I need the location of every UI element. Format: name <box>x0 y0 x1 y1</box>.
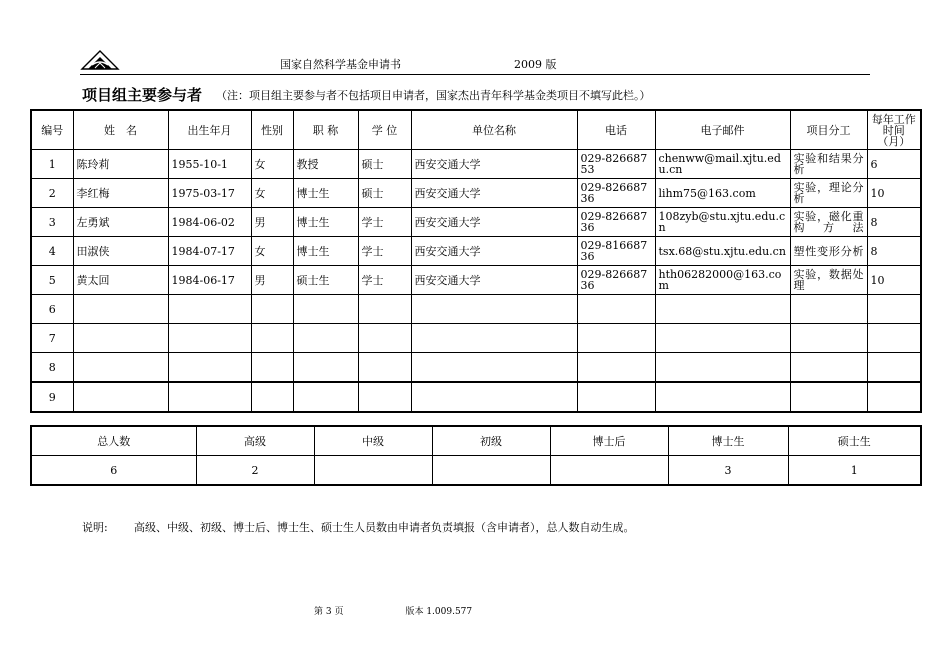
cell-name: 黄太回 <box>73 266 168 295</box>
cell-no: 3 <box>31 208 73 237</box>
cell-degree: 学士 <box>358 237 411 266</box>
cell-title: 博士生 <box>293 179 358 208</box>
column-header: 每年工作时间（月） <box>867 110 921 150</box>
cell-no: 4 <box>31 237 73 266</box>
cell-phone: 029-81668736 <box>577 237 655 266</box>
cell-months <box>867 324 921 353</box>
column-header: 学 位 <box>358 110 411 150</box>
cell-phone: 029-82668736 <box>577 179 655 208</box>
cell-phone <box>577 382 655 412</box>
summary-header: 硕士生 <box>788 426 921 456</box>
summary-header: 博士后 <box>550 426 668 456</box>
header-year: 2009 版 <box>514 58 557 71</box>
column-header: 电子邮件 <box>655 110 790 150</box>
cell-gender <box>251 324 293 353</box>
page-number: 第 3 页 <box>314 607 344 617</box>
table-row <box>31 237 921 266</box>
cell-no: 7 <box>31 324 73 353</box>
table-row <box>31 179 921 208</box>
cell-email: hth06282000@163.com <box>655 266 790 295</box>
table-row <box>31 353 921 383</box>
summary-header: 博士生 <box>668 426 788 456</box>
cell-email <box>655 382 790 412</box>
cell-no: 2 <box>31 179 73 208</box>
column-header: 性别 <box>251 110 293 150</box>
cell-gender <box>251 295 293 324</box>
cell-role: 实验和结果分析 <box>790 150 867 179</box>
cell-phone: 029-82668736 <box>577 208 655 237</box>
cell-degree <box>358 295 411 324</box>
column-header: 职 称 <box>293 110 358 150</box>
cell-unit: 西安交通大学 <box>411 266 577 295</box>
cell-months <box>867 382 921 412</box>
table-row <box>31 208 921 237</box>
cell-birth: 1955-10-1 <box>168 150 251 179</box>
column-header: 姓 名 <box>73 110 168 150</box>
cell-gender <box>251 353 293 383</box>
summary-value <box>432 456 550 486</box>
cell-title: 硕士生 <box>293 266 358 295</box>
summary-header: 初级 <box>432 426 550 456</box>
cell-title <box>293 295 358 324</box>
cell-role <box>790 353 867 383</box>
cell-email <box>655 295 790 324</box>
summary-header: 中级 <box>314 426 432 456</box>
column-header: 出生年月 <box>168 110 251 150</box>
cell-email: lihm75@163.com <box>655 179 790 208</box>
table-row <box>31 150 921 179</box>
cell-birth: 1984-06-02 <box>168 208 251 237</box>
cell-name: 李红梅 <box>73 179 168 208</box>
cell-name <box>73 295 168 324</box>
cell-gender: 女 <box>251 179 293 208</box>
cell-unit: 西安交通大学 <box>411 179 577 208</box>
table-row <box>31 382 921 412</box>
summary-value-row <box>31 456 921 486</box>
cell-email: 108zyb@stu.xjtu.edu.cn <box>655 208 790 237</box>
summary-value <box>314 456 432 486</box>
participants-table <box>30 109 922 413</box>
cell-name: 左勇斌 <box>73 208 168 237</box>
cell-name: 田淑侠 <box>73 237 168 266</box>
column-header: 项目分工 <box>790 110 867 150</box>
summary-value: 1 <box>788 456 921 486</box>
cell-birth <box>168 382 251 412</box>
cell-birth <box>168 324 251 353</box>
cell-months: 6 <box>867 150 921 179</box>
table-header-row <box>31 110 921 150</box>
cell-degree: 学士 <box>358 208 411 237</box>
table-row <box>31 295 921 324</box>
summary-value: 6 <box>31 456 196 486</box>
cell-phone <box>577 295 655 324</box>
cell-degree <box>358 353 411 383</box>
cell-unit: 西安交通大学 <box>411 208 577 237</box>
cell-title: 教授 <box>293 150 358 179</box>
cell-degree <box>358 382 411 412</box>
cell-name <box>73 382 168 412</box>
summary-value: 3 <box>668 456 788 486</box>
cell-title <box>293 382 358 412</box>
cell-degree <box>358 324 411 353</box>
cell-birth <box>168 295 251 324</box>
column-header: 电话 <box>577 110 655 150</box>
cell-birth: 1984-07-17 <box>168 237 251 266</box>
cell-role: 实验，理论分析 <box>790 179 867 208</box>
page-header <box>80 48 870 75</box>
cell-role: 实验，数据处理 <box>790 266 867 295</box>
cell-gender <box>251 382 293 412</box>
cell-phone: 029-82668753 <box>577 150 655 179</box>
summary-header-row <box>31 426 921 456</box>
cell-title <box>293 353 358 383</box>
cell-months: 10 <box>867 266 921 295</box>
cell-gender: 女 <box>251 150 293 179</box>
cell-role <box>790 382 867 412</box>
cell-unit <box>411 324 577 353</box>
cell-degree: 硕士 <box>358 179 411 208</box>
cell-unit <box>411 295 577 324</box>
summary-header: 高级 <box>196 426 314 456</box>
header-title: 国家自然科学基金申请书 <box>280 58 401 71</box>
cell-birth: 1975-03-17 <box>168 179 251 208</box>
table-row <box>31 324 921 353</box>
section-title: 项目组主要参与者 <box>82 86 203 104</box>
cell-degree: 学士 <box>358 266 411 295</box>
cell-name: 陈玲莉 <box>73 150 168 179</box>
cell-birth <box>168 353 251 383</box>
cell-role: 塑性变形分析 <box>790 237 867 266</box>
summary-header: 总人数 <box>31 426 196 456</box>
cell-title <box>293 324 358 353</box>
cell-months: 8 <box>867 237 921 266</box>
version-label: 版本 1.009.577 <box>405 607 473 617</box>
summary-table <box>30 425 922 486</box>
cell-role <box>790 295 867 324</box>
note-label: 说明: <box>82 521 108 534</box>
cell-unit <box>411 382 577 412</box>
cell-months <box>867 353 921 383</box>
section-note: （注：项目组主要参与者不包括项目申请者，国家杰出青年科学基金类项目不填写此栏。） <box>216 89 651 102</box>
note-text: 高级、中级、初级、博士后、博士生、硕士生人员数由申请者负责填报（含申请者），总人数自动生成。 <box>134 521 635 534</box>
cell-phone: 029-82668736 <box>577 266 655 295</box>
cell-no: 8 <box>31 353 73 383</box>
cell-no: 1 <box>31 150 73 179</box>
cell-months: 10 <box>867 179 921 208</box>
cell-unit: 西安交通大学 <box>411 237 577 266</box>
column-header: 编号 <box>31 110 73 150</box>
summary-value: 2 <box>196 456 314 486</box>
cell-email: tsx.68@stu.xjtu.edu.cn <box>655 237 790 266</box>
cell-months: 8 <box>867 208 921 237</box>
cell-gender: 女 <box>251 237 293 266</box>
cell-phone <box>577 324 655 353</box>
cell-no: 5 <box>31 266 73 295</box>
cell-gender: 男 <box>251 208 293 237</box>
cell-title: 博士生 <box>293 208 358 237</box>
cell-months <box>867 295 921 324</box>
cell-title: 博士生 <box>293 237 358 266</box>
cell-gender: 男 <box>251 266 293 295</box>
nsfc-logo-icon <box>80 48 120 72</box>
summary-value <box>550 456 668 486</box>
cell-name <box>73 353 168 383</box>
cell-no: 6 <box>31 295 73 324</box>
cell-role: 实验，磁化重构方法 <box>790 208 867 237</box>
cell-email <box>655 353 790 383</box>
cell-unit: 西安交通大学 <box>411 150 577 179</box>
cell-email <box>655 324 790 353</box>
cell-email: chenww@mail.xjtu.edu.cn <box>655 150 790 179</box>
cell-degree: 硕士 <box>358 150 411 179</box>
cell-phone <box>577 353 655 383</box>
table-row <box>31 266 921 295</box>
cell-birth: 1984-06-17 <box>168 266 251 295</box>
cell-name <box>73 324 168 353</box>
explanation-note <box>82 519 635 535</box>
column-header: 单位名称 <box>411 110 577 150</box>
cell-no: 9 <box>31 382 73 412</box>
cell-unit <box>411 353 577 383</box>
page-footer <box>314 604 472 617</box>
cell-role <box>790 324 867 353</box>
